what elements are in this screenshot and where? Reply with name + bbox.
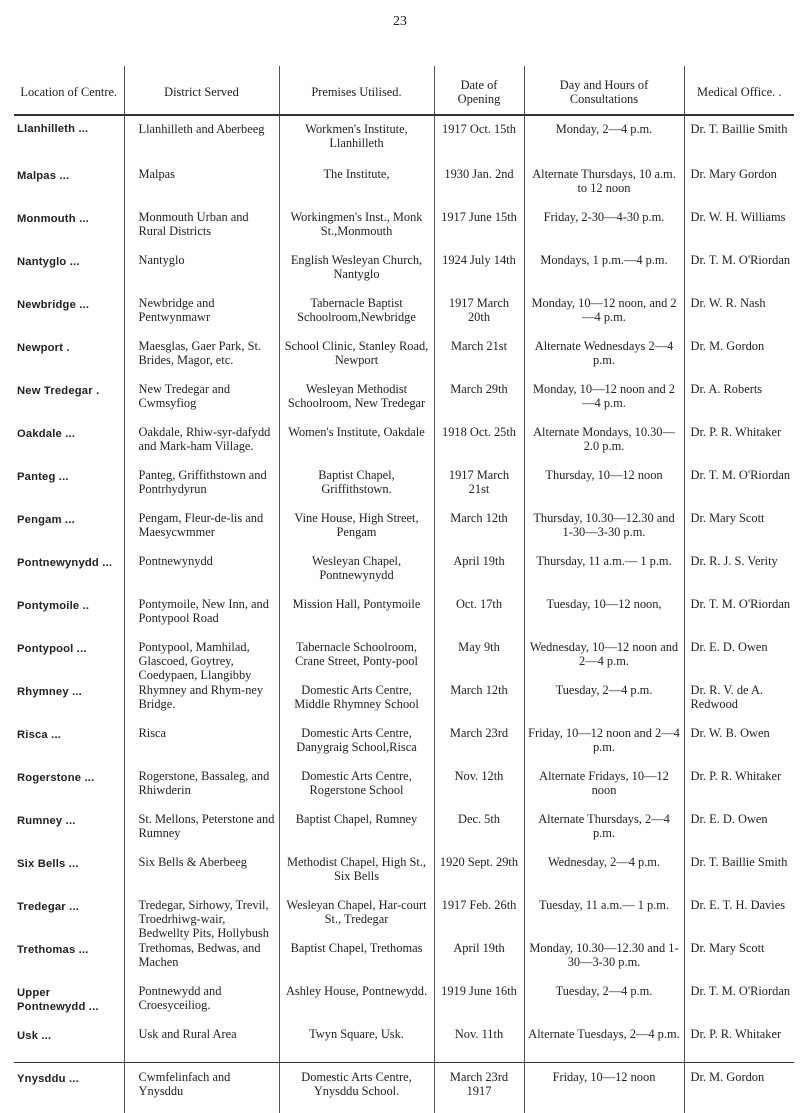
district-cell: Usk and Rural Area — [124, 1027, 279, 1070]
table-row — [14, 941, 794, 984]
table-row — [14, 468, 794, 511]
district-cell: St. Mellons, Peterstone and Rumney — [124, 812, 279, 855]
district-cell: Risca — [124, 726, 279, 769]
table-row — [14, 769, 794, 812]
consultation-hours-cell: Monday, 10.30—12.30 and 1-30—3-30 p.m. — [524, 941, 684, 984]
header-date: Date of Opening — [434, 66, 524, 115]
consultation-hours-cell: Tuesday, 2—4 p.m. — [524, 683, 684, 726]
table-row — [14, 726, 794, 769]
consultation-hours-cell: Friday, 2-30—4-30 p.m. — [524, 210, 684, 253]
premises-cell: Workmen's Institute, Llanhilleth — [279, 115, 434, 167]
consultation-hours-cell: Alternate Wednesdays 2—4 p.m. — [524, 339, 684, 382]
opening-date-cell: March 23rd — [434, 726, 524, 769]
premises-cell: Tabernacle Baptist Schoolroom,Newbridge — [279, 296, 434, 339]
consultation-hours-cell: Friday, 10—12 noon — [524, 1070, 684, 1113]
location-cell: Oakdale ... — [17, 428, 76, 440]
consultation-hours-cell: Alternate Tuesdays, 2—4 p.m. — [524, 1027, 684, 1070]
consultation-hours-cell: Mondays, 1 p.m.—4 p.m. — [524, 253, 684, 296]
consultation-hours-cell: Monday, 10—12 noon, and 2—4 p.m. — [524, 296, 684, 339]
medical-officer-cell: Dr. T. M. O'Riordan — [684, 253, 794, 296]
district-cell: Six Bells & Aberbeeg — [124, 855, 279, 898]
table-row — [14, 984, 794, 1027]
table-row — [14, 382, 794, 425]
opening-date-cell: 1917 Oct. 15th — [434, 115, 524, 167]
consultation-hours-cell: Thursday, 10—12 noon — [524, 468, 684, 511]
location-cell: Pontnewynydd ... — [17, 557, 113, 569]
medical-officer-cell: Dr. E. T. H. Davies — [684, 898, 794, 941]
table-row — [14, 253, 794, 296]
medical-officer-cell: Dr. M. Gordon — [684, 1070, 794, 1113]
opening-date-cell: 1917 March 21st — [434, 468, 524, 511]
premises-cell: Vine House, High Street, Pengam — [279, 511, 434, 554]
district-cell: Monmouth Urban and Rural Districts — [124, 210, 279, 253]
opening-date-cell: 1924 July 14th — [434, 253, 524, 296]
location-cell: Risca ... — [17, 729, 62, 741]
district-cell: New Tredegar and Cwmsyfiog — [124, 382, 279, 425]
premises-cell: Workingmen's Inst., Monk St.,Monmouth — [279, 210, 434, 253]
district-cell: Tredegar, Sirhowy, Trevil, Troedrhiwg-wair, Bedwellty Pits, Hollybush — [124, 898, 279, 941]
location-cell: Usk ... — [17, 1030, 52, 1042]
premises-cell: Baptist Chapel, Griffithstown. — [279, 468, 434, 511]
location-cell: Rhymney ... — [17, 686, 82, 698]
premises-cell: School Clinic, Stanley Road, Newport — [279, 339, 434, 382]
medical-officer-cell: Dr. T. M. O'Riordan — [684, 984, 794, 1027]
location-cell: Newbridge ... — [17, 299, 90, 311]
consultation-hours-cell: Alternate Mondays, 10.30—2.0 p.m. — [524, 425, 684, 468]
opening-date-cell: Nov. 11th — [434, 1027, 524, 1070]
opening-date-cell: 1920 Sept. 29th — [434, 855, 524, 898]
premises-cell: Baptist Chapel, Trethomas — [279, 941, 434, 984]
table-row — [14, 554, 794, 597]
medical-officer-cell: Dr. P. R. Whitaker — [684, 769, 794, 812]
consultation-hours-cell: Friday, 10—12 noon and 2—4 p.m. — [524, 726, 684, 769]
consultation-hours-cell: Wednesday, 2—4 p.m. — [524, 855, 684, 898]
premises-cell: Wesleyan Chapel, Har-court St., Tredegar — [279, 898, 434, 941]
opening-date-cell: March 23rd 1917 — [434, 1070, 524, 1113]
medical-officer-cell: Dr. P. R. Whitaker — [684, 425, 794, 468]
opening-date-cell: 1919 June 16th — [434, 984, 524, 1027]
table-row — [14, 812, 794, 855]
consultation-hours-cell: Thursday, 10.30—12.30 and 1-30—3-30 p.m. — [524, 511, 684, 554]
opening-date-cell: April 19th — [434, 554, 524, 597]
opening-date-cell: March 12th — [434, 511, 524, 554]
district-cell: Pontymoile, New Inn, and Pontypool Road — [124, 597, 279, 640]
premises-cell: Twyn Square, Usk. — [279, 1027, 434, 1070]
consultation-hours-cell: Monday, 2—4 p.m. — [524, 115, 684, 167]
consultation-hours-cell: Alternate Fridays, 10—12 noon — [524, 769, 684, 812]
medical-officer-cell: Dr. Mary Scott — [684, 941, 794, 984]
header-premises: Premises Utilised. — [279, 66, 434, 115]
opening-date-cell: 1917 June 15th — [434, 210, 524, 253]
medical-officer-cell: Dr. W. H. Williams — [684, 210, 794, 253]
consultation-hours-cell: Alternate Thursdays, 10 a.m. to 12 noon — [524, 167, 684, 210]
location-cell: Newport . — [17, 342, 70, 354]
table-row — [14, 167, 794, 210]
district-cell: Newbridge and Pentwynmawr — [124, 296, 279, 339]
location-cell: Llanhilleth ... — [17, 123, 89, 135]
opening-date-cell: March 12th — [434, 683, 524, 726]
consultation-hours-cell: Tuesday, 11 a.m.— 1 p.m. — [524, 898, 684, 941]
table-row — [14, 640, 794, 683]
medical-officer-cell: Dr. P. R. Whitaker — [684, 1027, 794, 1070]
medical-officer-cell: Dr. T. M. O'Riordan — [684, 597, 794, 640]
consultation-hours-cell: Thursday, 11 a.m.— 1 p.m. — [524, 554, 684, 597]
table-row — [14, 210, 794, 253]
location-cell: Pengam ... — [17, 514, 75, 526]
premises-cell: Domestic Arts Centre, Danygraig School,Risca — [279, 726, 434, 769]
table-row — [14, 425, 794, 468]
location-cell: Panteg ... — [17, 471, 69, 483]
opening-date-cell: 1917 Feb. 26th — [434, 898, 524, 941]
clinic-table-container — [14, 66, 794, 1113]
table-row — [14, 1027, 794, 1070]
district-cell: Pontnewydd and Croesyceiliog. — [124, 984, 279, 1027]
opening-date-cell: Dec. 5th — [434, 812, 524, 855]
medical-officer-cell: Dr. E. D. Owen — [684, 812, 794, 855]
consultation-hours-cell: Monday, 10—12 noon and 2—4 p.m. — [524, 382, 684, 425]
premises-cell: Domestic Arts Centre, Rogerstone School — [279, 769, 434, 812]
medical-officer-cell: Dr. R. V. de A. Redwood — [684, 683, 794, 726]
district-cell: Pontypool, Mamhilad, Glascoed, Goytrey, Coedypaen, Llangibby — [124, 640, 279, 683]
consultation-hours-cell: Alternate Thursdays, 2—4 p.m. — [524, 812, 684, 855]
clinic-table — [14, 66, 794, 1113]
premises-cell: Tabernacle Schoolroom, Crane Street, Ponty-pool — [279, 640, 434, 683]
location-cell: Pontypool ... — [17, 643, 87, 655]
district-cell: Rhymney and Rhym-ney Bridge. — [124, 683, 279, 726]
premises-cell: Women's Institute, Oakdale — [279, 425, 434, 468]
location-cell: Tredegar ... — [17, 901, 80, 913]
table-row — [14, 683, 794, 726]
header-district: District Served — [124, 66, 279, 115]
medical-officer-cell: Dr. M. Gordon — [684, 339, 794, 382]
district-cell: Pontnewynydd — [124, 554, 279, 597]
opening-date-cell: May 9th — [434, 640, 524, 683]
premises-cell: Baptist Chapel, Rumney — [279, 812, 434, 855]
opening-date-cell: March 21st — [434, 339, 524, 382]
district-cell: Maesglas, Gaer Park, St. Brides, Magor, etc. — [124, 339, 279, 382]
opening-date-cell: 1918 Oct. 25th — [434, 425, 524, 468]
table-header — [14, 66, 794, 115]
location-cell: Six Bells ... — [17, 858, 79, 870]
table-body — [14, 115, 794, 1113]
page-number: 23 — [393, 14, 407, 29]
opening-date-cell: April 19th — [434, 941, 524, 984]
table-row — [14, 855, 794, 898]
opening-date-cell: Oct. 17th — [434, 597, 524, 640]
premises-cell: The Institute, — [279, 167, 434, 210]
district-cell: Rogerstone, Bassaleg, and Rhiwderin — [124, 769, 279, 812]
location-cell: Nantyglo ... — [17, 256, 80, 268]
district-cell: Pengam, Fleur-de-lis and Maesycwmmer — [124, 511, 279, 554]
opening-date-cell: Nov. 12th — [434, 769, 524, 812]
consultation-hours-cell: Tuesday, 2—4 p.m. — [524, 984, 684, 1027]
header-medical-officer: Medical Office. . — [684, 66, 794, 115]
premises-cell: Wesleyan Chapel, Pontnewynydd — [279, 554, 434, 597]
medical-officer-cell: Dr. T. Baillie Smith — [684, 855, 794, 898]
location-cell: Malpas ... — [17, 170, 70, 182]
district-cell: Cwmfelinfach and Ynysddu — [124, 1070, 279, 1113]
opening-date-cell: 1917 March 20th — [434, 296, 524, 339]
premises-cell: Ashley House, Pontnewydd. — [279, 984, 434, 1027]
premises-cell: Methodist Chapel, High St., Six Bells — [279, 855, 434, 898]
table-row — [14, 511, 794, 554]
location-cell: New Tredegar . — [17, 385, 100, 397]
medical-officer-cell: Dr. Mary Scott — [684, 511, 794, 554]
table-row — [14, 296, 794, 339]
location-cell: Rumney ... — [17, 815, 76, 827]
medical-officer-cell: Dr. W. R. Nash — [684, 296, 794, 339]
district-cell: Nantyglo — [124, 253, 279, 296]
opening-date-cell: 1930 Jan. 2nd — [434, 167, 524, 210]
consultation-hours-cell: Tuesday, 10—12 noon, — [524, 597, 684, 640]
medical-officer-cell: Dr. T. M. O'Riordan — [684, 468, 794, 511]
premises-cell: Domestic Arts Centre, Middle Rhymney School — [279, 683, 434, 726]
district-cell: Panteg, Griffithstown and Pontrhydyrun — [124, 468, 279, 511]
premises-cell: Domestic Arts Centre, Ynysddu School. — [279, 1070, 434, 1113]
header-day-hours: Day and Hours of Consultations — [524, 66, 684, 115]
location-cell: Rogerstone ... — [17, 772, 95, 784]
table-row — [14, 597, 794, 640]
medical-officer-cell: Dr. R. J. S. Verity — [684, 554, 794, 597]
consultation-hours-cell: Wednesday, 10—12 noon and 2—4 p.m. — [524, 640, 684, 683]
table-row — [14, 898, 794, 941]
opening-date-cell: March 29th — [434, 382, 524, 425]
location-cell: Trethomas ... — [17, 944, 89, 956]
district-cell: Malpas — [124, 167, 279, 210]
premises-cell: English Wesleyan Church, Nantyglo — [279, 253, 434, 296]
location-cell: Upper Pontnewydd ... — [17, 987, 99, 1013]
table-row — [14, 115, 794, 167]
medical-officer-cell: Dr. A. Roberts — [684, 382, 794, 425]
header-location: Location of Centre. — [14, 66, 124, 115]
medical-officer-cell: Dr. Mary Gordon — [684, 167, 794, 210]
table-row — [14, 1070, 794, 1113]
location-cell: Ynysddu ... — [17, 1073, 79, 1085]
district-cell: Oakdale, Rhiw-syr-dafydd and Mark-ham Village. — [124, 425, 279, 468]
bottom-rule — [14, 1062, 794, 1063]
table-row — [14, 339, 794, 382]
district-cell: Llanhilleth and Aberbeeg — [124, 115, 279, 167]
premises-cell: Mission Hall, Pontymoile — [279, 597, 434, 640]
location-cell: Monmouth ... — [17, 213, 89, 225]
medical-officer-cell: Dr. T. Baillie Smith — [684, 115, 794, 167]
premises-cell: Wesleyan Methodist Schoolroom, New Tredegar — [279, 382, 434, 425]
location-cell: Pontymoile .. — [17, 600, 90, 612]
medical-officer-cell: Dr. E. D. Owen — [684, 640, 794, 683]
district-cell: Trethomas, Bedwas, and Machen — [124, 941, 279, 984]
medical-officer-cell: Dr. W. B. Owen — [684, 726, 794, 769]
